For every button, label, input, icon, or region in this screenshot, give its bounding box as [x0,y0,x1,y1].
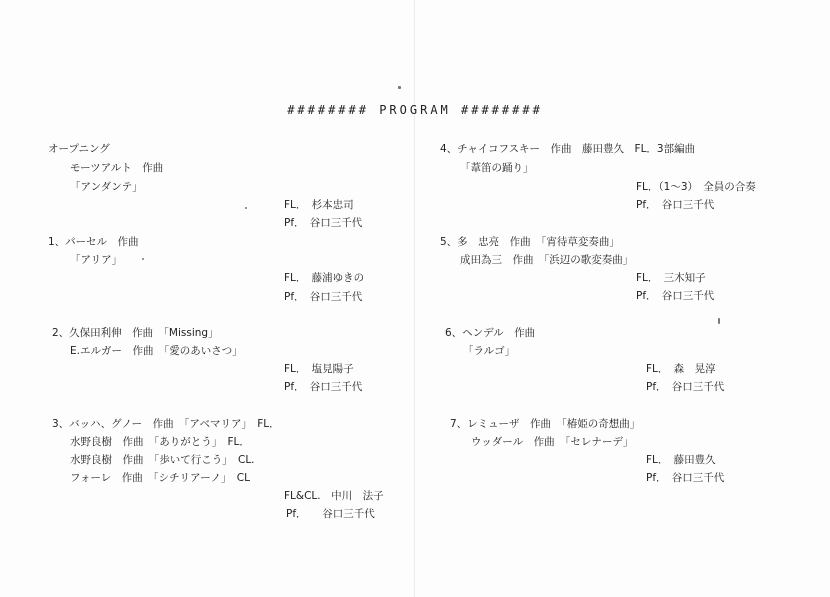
program-line: 「アンダンテ」 [70,181,143,193]
program-line: Pf． 谷口三千代 [636,199,715,211]
program-line: Pf． 谷口三千代 [284,291,363,303]
program-line: Pf． 谷口三千代 [646,472,725,484]
program-line: 5、多 忠亮 作曲 「宵待草変奏曲」 [440,236,620,248]
program-line: FL． 三木知子 [636,272,706,284]
program-line: FL． 塩見陽子 [284,363,354,375]
program-line: Pf． 谷口三千代 [286,508,375,520]
program-line: 7、レミューザ 作曲 「椿姫の奇想曲」 [450,418,641,430]
program-title: ######## PROGRAM ######## [287,103,543,117]
program-line: 水野良樹 作曲 「ありがとう」 FL． [70,436,250,448]
program-line: Pf． 谷口三千代 [636,290,715,302]
program-line: 2、久保田利伸 作曲 「Missing」 [52,327,219,339]
scan-speck [142,258,144,260]
program-line: 水野良樹 作曲 「歩いて行こう」 CL. [70,454,255,466]
program-line: FL． 藤浦ゆきの [284,272,365,284]
program-line: Pf． 谷口三千代 [284,381,363,393]
program-line: FL．（1～3） 全員の合奏 [636,181,756,193]
program-line: FL． 藤田豊久 [646,454,716,466]
program-line: 1、パーセル 作曲 [48,236,139,248]
program-line: ウッダール 作曲 「セレナーデ」 [471,436,634,448]
program-line: 3、バッハ、グノー 作曲 「アベマリア」 FL． [52,418,280,430]
program-line: 6、ヘンデル 作曲 [445,327,536,339]
program-line: 「アリア」 [70,254,123,266]
program-line: Pf． 谷口三千代 [284,217,363,229]
scan-speck [398,86,401,89]
program-line: FL&CL. 中川 法子 [284,490,384,502]
program-line: Pf． 谷口三千代 [646,381,725,393]
scan-speck [245,207,247,209]
program-line: フォーレ 作曲 「シチリアーノ」 CL [70,472,250,484]
scan-speck [718,318,720,324]
program-line: E.エルガー 作曲 「愛のあいさつ」 [70,345,243,357]
program-line: FL． 杉本忠司 [284,199,354,211]
program-line: 4、チャイコフスキー 作曲 藤田豊久 FL．3部編曲 [440,143,696,155]
program-line: オープニング [48,143,110,155]
program-line: 「ラルゴ」 [463,345,516,357]
page-fold [414,0,415,597]
program-line: 成田為三 作曲 「浜辺の歌変奏曲」 [460,254,634,266]
program-line: 「葦笛の踊り」 [460,162,534,174]
program-line: モーツアルト 作曲 [70,162,164,174]
program-line: FL． 森 晃淳 [646,363,716,375]
